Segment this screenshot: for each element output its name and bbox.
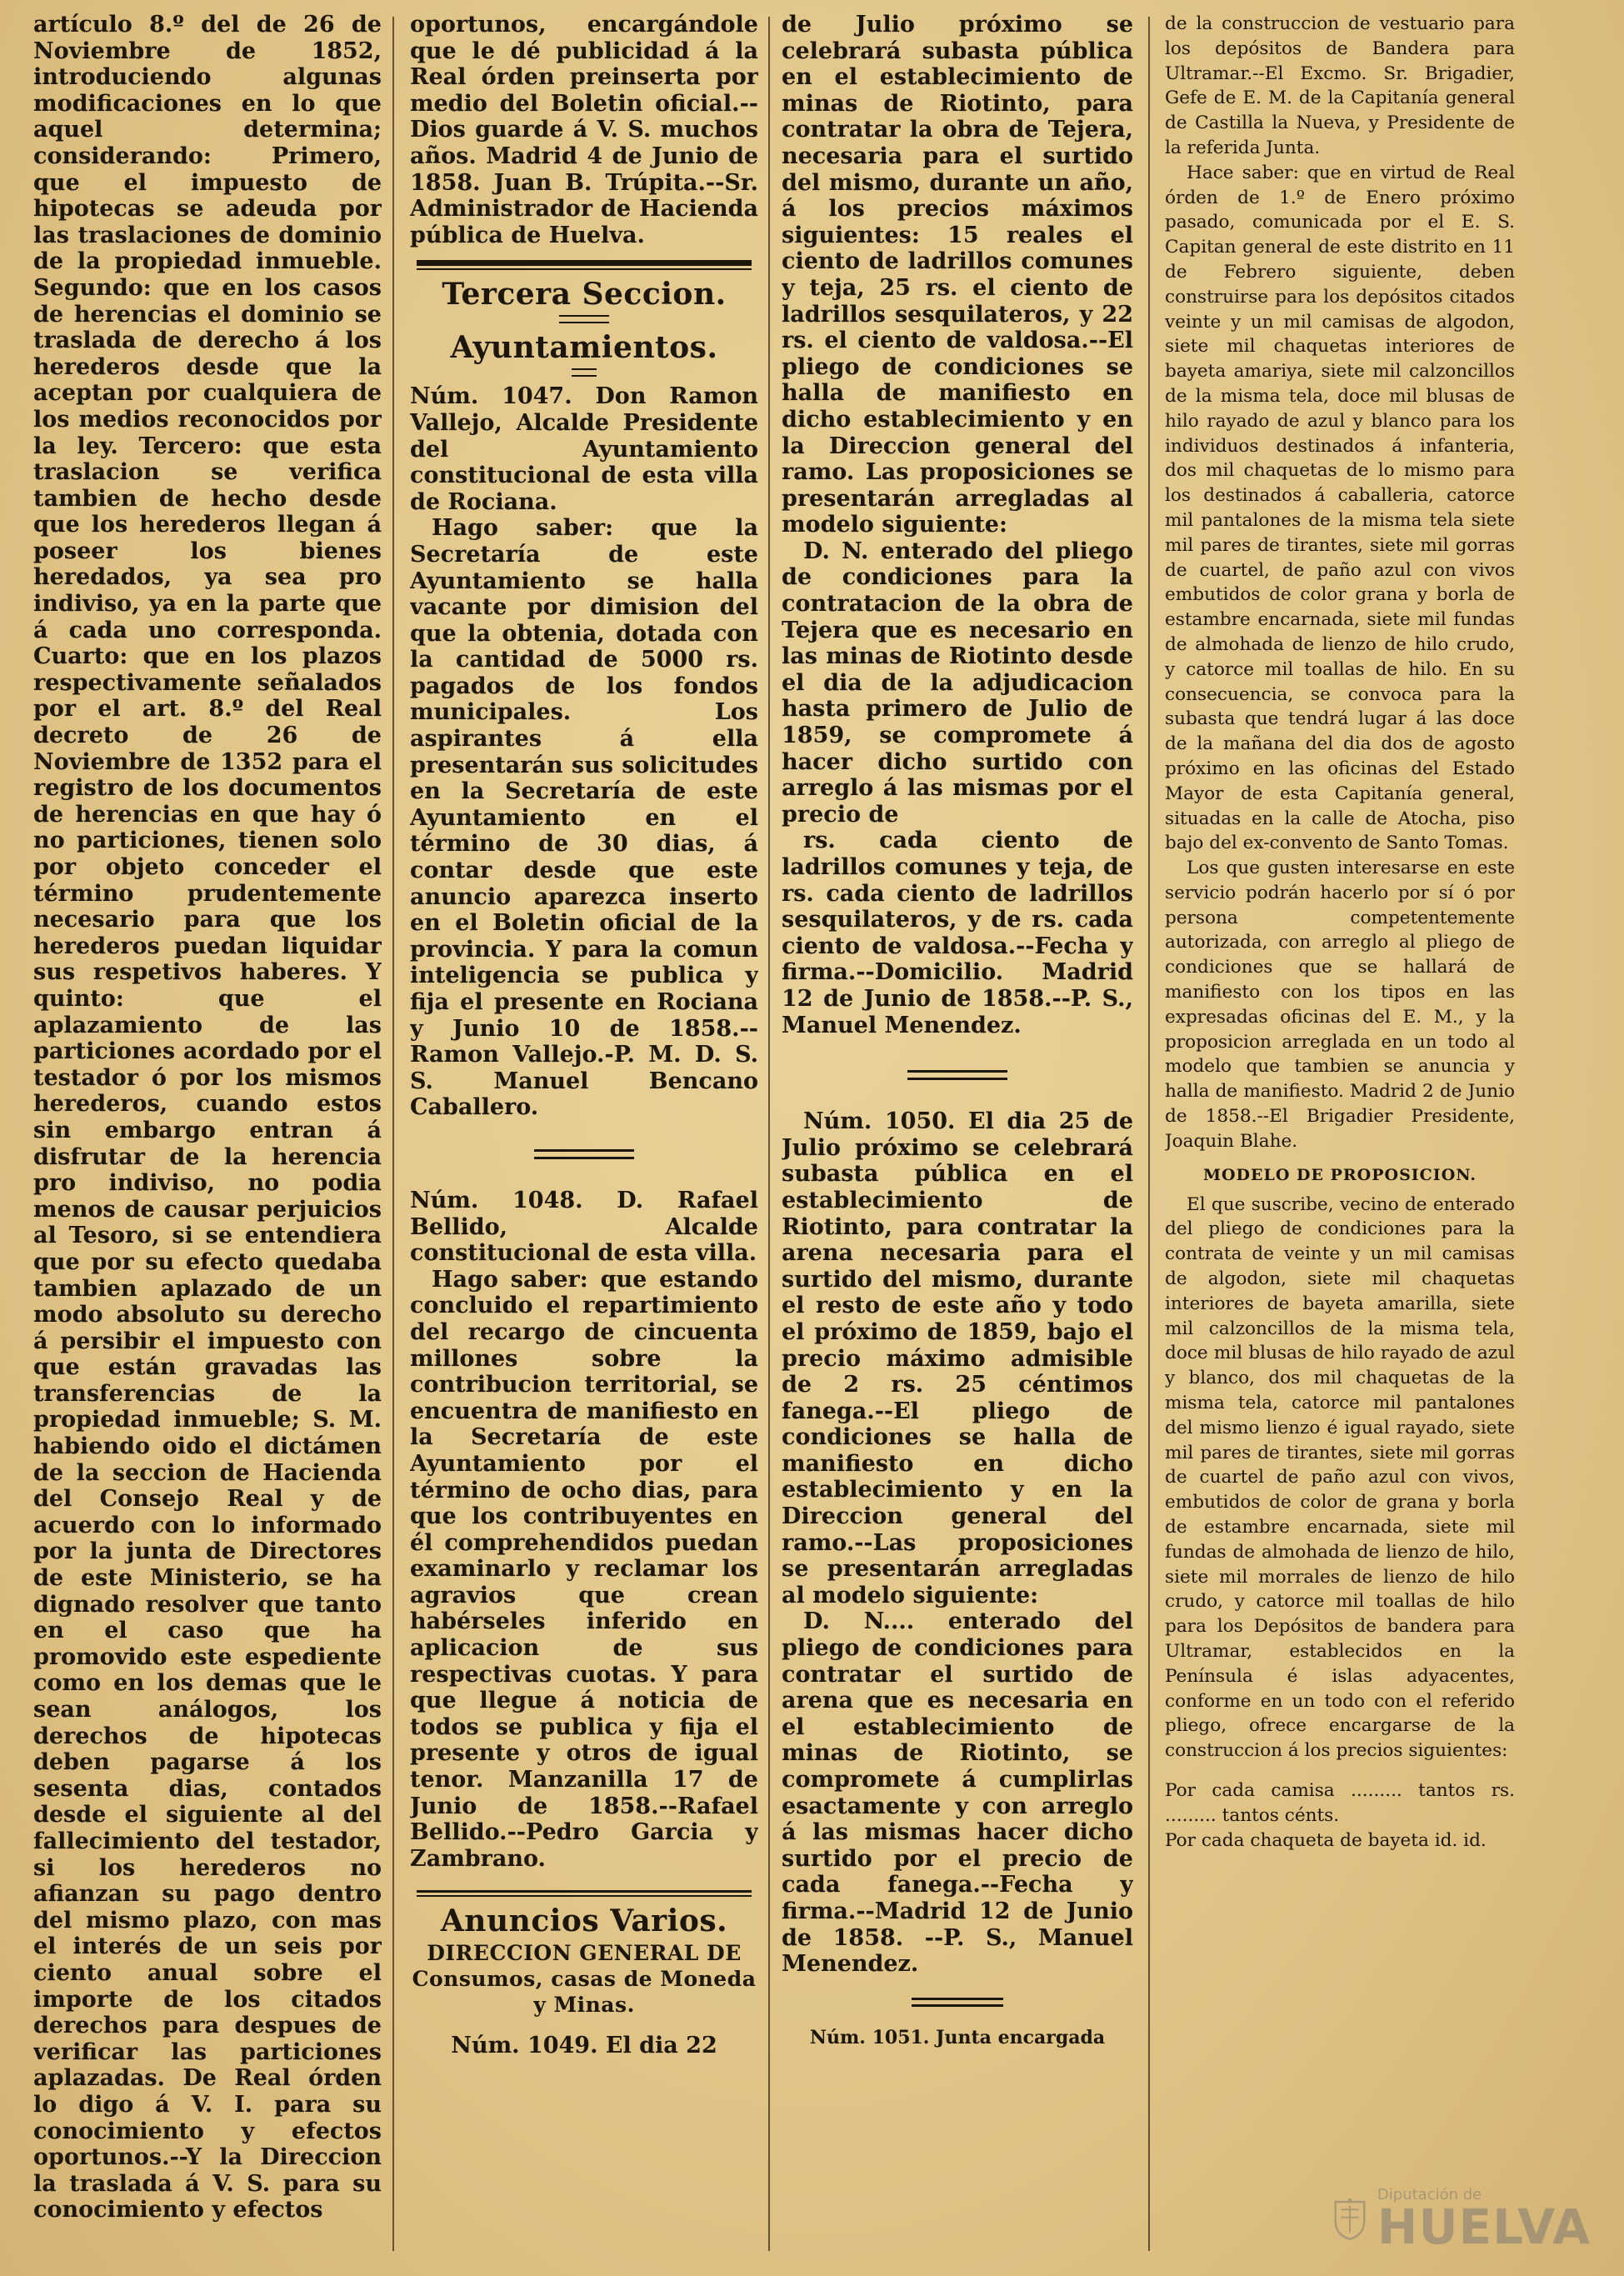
watermark-line-1: Diputación de xyxy=(1377,2186,1482,2203)
modelo-text: El que suscribe, vecino de enterado del pliego de condiciones para la contrata de veinte y un mil camisas de algodon, siete mil chaquetas interiores de bayeta amarilla, siete mil calzoncillos de la misma tela, doce mil blusas de hilo rayado de azul y blanco, dos mil chaquetas de la misma tela, catorce mil pantalones del mismo lienzo é igual rayado, siete mil pares de tirantes, siete mil gorras de cuartel de paño azul con vivos, embutidos de color de grana y borla de estambre encarnada, siete mil fundas de almohada de lienzo de hilo, siete mil morrales de lienzo de hilo crudo, y catorce mil toallas de hilo para los Depósitos de bandera para Ultramar, establecidos en la Península é islas adyacentes, conforme en un todo con el referido pliego, ofrece encargarse de la construccion á los precios siguientes: xyxy=(1165,1193,1515,1762)
separator-rule xyxy=(534,1149,634,1159)
watermark-line-2: HUELVA xyxy=(1377,2198,1591,2255)
watermark-text xyxy=(1377,2186,1591,2255)
column-divider xyxy=(1148,17,1150,2251)
section-rule xyxy=(417,1890,752,1897)
real-orden-text: artículo 8.º del de 26 de Noviembre de 1852, introduciendo algunas modificaciones en lo que aquel determina; considerando: Primero, que el impuesto de hipotecas se adeuda por las traslaciones de dominio de la propiedad inmueble. Segundo: que en los casos de herencias el dominio se traslada de derecho á los herederos desde que la aceptan por cualquiera de los medios reconocidos por la ley. Tercero: que esta traslacion se verifica tambien de hecho desde que los herederos llegan á poseer los bienes heredados, ya sea pro indiviso, ya en la parte que á cada uno corresponda. Cuarto: que en los plazos respectivamente señalados por el art. 8.º del Real decreto de 26 de Noviembre de 1352 para el registro de los documentos de herencias en que hay ó no particiones, tienen solo por objeto conceder el término prudentemente necesario para que los herederos puedan liquidar sus respetivos haberes. Y quinto: que el aplazamiento de las particiones acordado por el testador ó por los mismos herederos, cuando estos sin embargo entran á disfrutar de la herencia pro indiviso, no podia menos de causar perjuicios al Tesoro, si se entendiera que por su efecto quedaba tambien aplazado de un modo absoluto su derecho á persibir el impuesto con que están gravadas las transferencias de la propiedad inmueble; S. M. habiendo oido el dictámen de la seccion de Hacienda del Consejo Real y de acuerdo con lo informado por la junta de Directores de este Ministerio, se ha dignado resolver que tanto en el caso que ha promovido este espediente como en los demas que le sean análogos, los derechos de hipotecas deben pagarse á los sesenta dias, contados desde el siguiente al del fallecimiento del testador, si los herederos no afianzan su pago dentro del mismo plazo, con mas el interés de un seis por ciento anual sobre el importe de los citados derechos para despues de verificar las particiones aplazadas. De Real órden lo digo á V. I. para su conocimiento y efectos oportunos.--Y la Direccion la traslada á V. S. para su conocimiento y efectos xyxy=(33,12,382,2223)
direccion-heading: DIRECCION GENERAL DE Consumos, casas de Moneda y Minas. xyxy=(412,1941,757,2018)
separator-rule xyxy=(912,1998,1003,2007)
subsection-title: Ayuntamientos. xyxy=(450,330,718,366)
notice-1048-body: Hago saber: que estando concluido el repartimiento del recargo de cincuenta millones sobre la contribucion territorial, se encuentra de manifiesto en la Secretaría de este Ayuntamiento por el término de ocho dias, para que los contribuyentes en él comprehendidos puedan examinarlo y reclamar los agravios que crean habérseles inferido en aplicacion de sus respectivas cuotas. Y para que llegue á noticia de todos se publica y fija el presente y otros de igual tenor. Manzanilla 17 de Junio de 1858.--Rafael Bellido.--Pedro Garcia y Zambrano. xyxy=(410,1266,758,1872)
double-rule xyxy=(559,315,609,323)
anuncios-title: Anuncios Varios. xyxy=(440,1903,728,1939)
notice-1051-start: Núm. 1051. Junta encargada xyxy=(809,2026,1106,2048)
section-rule xyxy=(417,260,752,270)
price-line-1: Por cada camisa ......... tantos rs. ......... tantos cénts. xyxy=(1165,1779,1515,1826)
column-divider xyxy=(392,17,394,2251)
column-1 xyxy=(33,12,382,2256)
notice-1048-heading: Núm. 1048. D. Rafael Bellido, Alcalde constitucional de esta villa. xyxy=(410,1187,758,1267)
double-rule xyxy=(572,368,597,377)
column-3 xyxy=(782,12,1133,2256)
hace-saber-text: Hace saber: que en virtud de Real órden de 1.º de Enero próximo pasado, comunicada por el E. S. Capitan general de este distrito en 11 de Febrero siguiente, deben construirse para los depósitos citados veinte y un mil camisas de algodon, siete mil chaquetas interiores de bayeta amariya, siete mil calzoncillos de la misma tela, doce mil blusas de hilo rayado de azul y blanco para los individuos destinados á infanteria, dos mil chaquetas de lo mismo para los destinados á caballeria, catorce mil pantalones de la misma tela siete mil pares de tirantes, siete mil gorras de cuartel, de paño azul con vivos embutidos de color grana y borla de estambre encarnada, siete mil fundas de almohada de lienzo de hilo crudo, y catorce mil toallas de hilo. En su consecuencia, se convoca para la subasta que tendrá lugar á las doce de la mañana del dia dos de agosto próximo en las oficinas del Estado Mayor de esta Capitanía general, situadas en la calle de Atocha, piso bajo del ex-convento de Santo Tomas. xyxy=(1165,162,1515,854)
notice-1047-heading: Núm. 1047. Don Ramon Vallejo, Alcalde Presidente del Ayuntamiento constitucional de esta villa de Rociana. xyxy=(410,383,758,515)
notice-1047-body: Hago saber: que la Secretaría de este Ayuntamiento se halla vacante por dimision del que la obtenia, dotada con la cantidad de 5000 rs. pagados de los fondos municipales. Los aspirantes á ella presentarán sus solicitudes en la Secretaría de este Ayuntamiento en el término de 30 dias, á contar desde que este anuncio aparezca inserto en el Boletin oficial de la provincia. Y para la comun inteligencia se publica y fija el presente en Rociana y Junio 10 de 1858.--Ramon Vallejo.-P. M. D. S. S. Manuel Bencano Caballero. xyxy=(410,515,758,1121)
notice-1050-model: D. N.... enterado del pliego de condiciones para contratar el surtido de arena que es necesaria en el establecimiento de minas de Riotinto, se compromete á cumplirlas esactamente y con arreglo á las mismas hacer dicho surtido por el precio de cada fanega.--Fecha y firma.--Madrid 12 de Junio de 1858. --P. S., Manuel Menendez. xyxy=(782,1608,1133,1978)
notice-1051-text: de la construccion de vestuario para los depósitos de Bandera para Ultramar.--El Excmo. Sr. Brigadier, Gefe de E. M. de la Capitanía general de Castilla la Nueva, y Presidente de la referida Junta. xyxy=(1165,13,1515,158)
column-4 xyxy=(1165,12,1515,2256)
notice-1050-text: Núm. 1050. El dia 25 de Julio próximo se celebrará subasta pública en el establecimiento de Riotinto, para contratar la arena necesaria para el surtido del mismo, durante el resto de este año y todo el próximo de 1859, bajo el precio máximo admisible de 2 rs. 25 céntimos fanega.--El pliego de condiciones se halla de manifiesto en dicho establecimiento y en la Direccion general del ramo.--Las proposiciones se presentarán arregladas al modelo siguiente: xyxy=(782,1108,1133,1608)
notice-1049-text: de Julio próximo se celebrará subasta pública en el establecimiento de minas de Riotinto, para contratar la obra de Tejera, necesaria para el surtido del mismo, durante un año, á los precios máximos siguientes: 15 reales el ciento de ladrillos comunes y teja, 25 rs. el ciento de ladrillos sesquilateros, y 22 rs. el ciento de valdosa.--El pliego de condiciones se halla de manifiesto en dicho establecimiento y en la Direccion general del ramo. Las proposiciones se presentarán arregladas al modelo siguiente: xyxy=(782,12,1133,538)
real-orden-ending: oportunos, encargándole que le dé publicidad á la Real órden preinserta por medio del Boletin oficial.--Dios guarde á V. S. muchos años. Madrid 4 de Junio de 1858. Juan B. Trúpita.--Sr. Administrador de Hacienda pública de Huelva. xyxy=(410,12,758,248)
coat-of-arms-icon xyxy=(1332,2173,1367,2265)
price-line-2: Por cada chaqueta de bayeta id. id. xyxy=(1165,1829,1487,1851)
notice-1049-start: Núm. 1049. El dia 22 xyxy=(451,2033,717,2059)
column-2 xyxy=(410,12,758,2256)
notice-1049-prices: rs. cada ciento de ladrillos comunes y teja, de rs. cada ciento de ladrillos sesquilateros, y de rs. cada ciento de valdosa.--Fecha y firma.--Domicilio. Madrid 12 de Junio de 1858.--P. S., Manuel Menendez. xyxy=(782,828,1133,1038)
watermark xyxy=(1332,2169,1591,2269)
separator-rule xyxy=(907,1070,1007,1080)
los-que-text: Los que gusten interesarse en este servicio podrán hacerlo por sí ó por persona competentemente autorizada, con arreglo al pliego de condiciones que se hallará de manifiesto con los tipos en las expresadas oficinas del E. M., y la proposicion arreglada en un todo al modelo que tambien se anuncia y halla de manifiesto. Madrid 2 de Junio de 1858.--El Brigadier Presidente, Joaquin Blahe. xyxy=(1165,858,1515,1152)
section-title: Tercera Seccion. xyxy=(442,277,727,313)
notice-1049-model: D. N. enterado del pliego de condiciones para la contratacion de la obra de Tejera que es necesario en las minas de Riotinto desde el dia de la adjudicacion hasta primero de Julio de 1859, se compromete á hacer dicho surtido con arreglo á las mismas por el precio de xyxy=(782,538,1133,828)
column-divider xyxy=(768,17,770,2251)
modelo-title: MODELO DE PROPOSICION. xyxy=(1202,1165,1477,1184)
